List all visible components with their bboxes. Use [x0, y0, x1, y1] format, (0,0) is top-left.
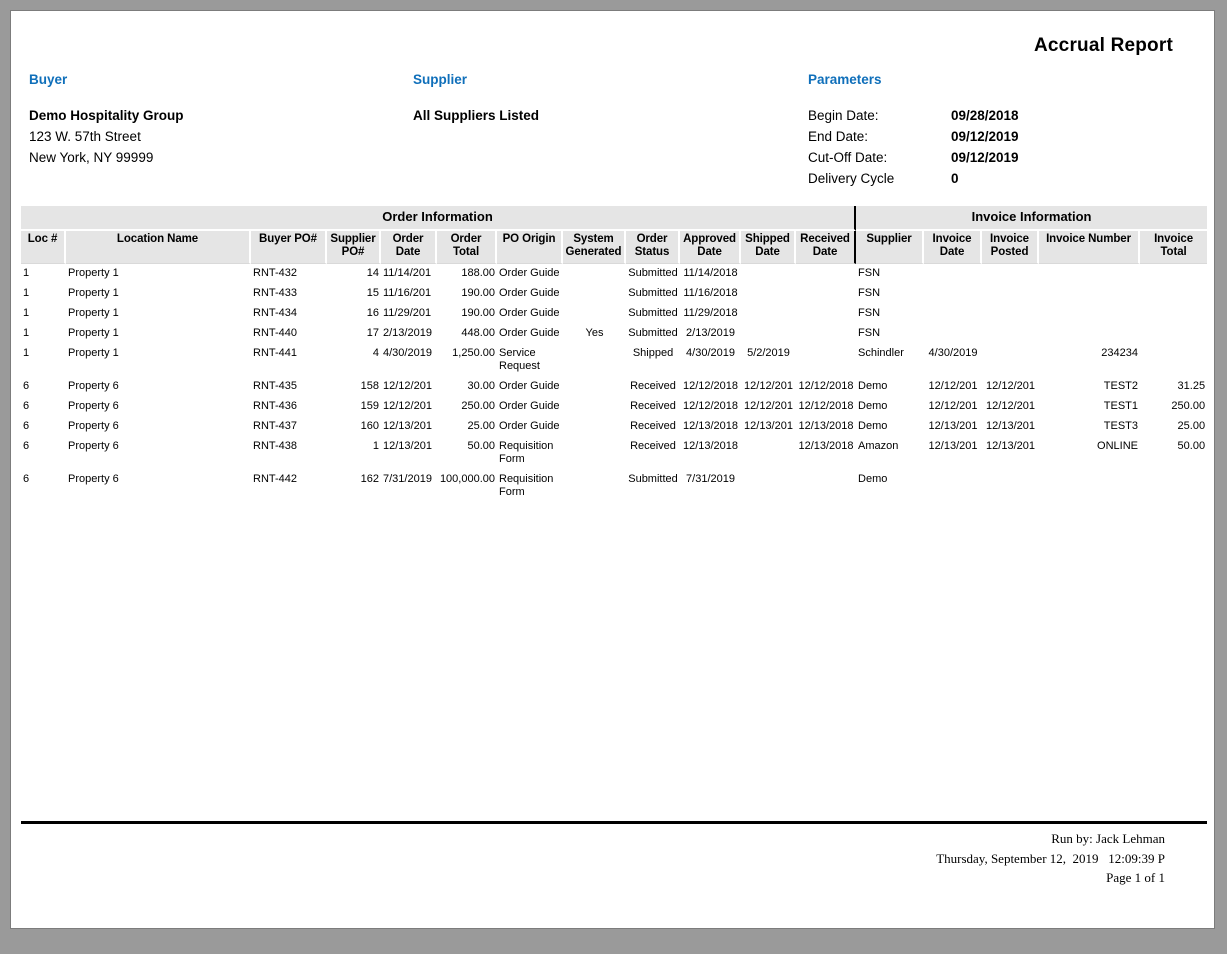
- cell: 100,000.00: [439, 473, 495, 485]
- cell: 4: [372, 347, 379, 359]
- param-end-date: [808, 126, 1019, 147]
- column-header: Order Date: [381, 231, 437, 264]
- cell: 12/13/201: [986, 420, 1035, 432]
- cell: 12/12/201: [383, 400, 432, 412]
- cell: Property 1: [68, 287, 119, 299]
- column-header: Invoice Number: [1039, 231, 1140, 264]
- cell: Property 6: [68, 420, 119, 432]
- column-header: Order Total: [437, 231, 497, 264]
- cell: 14: [366, 267, 379, 279]
- cell: 12/12/201: [986, 380, 1035, 392]
- cell: [1140, 324, 1207, 344]
- cell: [924, 284, 982, 304]
- table-row: [21, 304, 1207, 324]
- cell: Property 1: [68, 267, 119, 279]
- supplier-value: All Suppliers Listed: [413, 108, 540, 123]
- cell: [796, 304, 856, 324]
- cell: [1039, 264, 1140, 284]
- table-row: [21, 437, 1207, 470]
- cell: TEST1: [1103, 400, 1139, 412]
- cell: [1039, 470, 1140, 503]
- supplier-section: [413, 69, 539, 126]
- cell: Property 6: [68, 380, 119, 392]
- cell: FSN: [858, 287, 881, 299]
- cell: Property 6: [68, 473, 119, 485]
- footer-divider-line: [21, 821, 1207, 824]
- cell: [563, 470, 626, 503]
- cell: 17: [366, 327, 379, 339]
- cell: 50.00: [1177, 440, 1206, 452]
- cell: [741, 304, 796, 324]
- cell: 159: [360, 400, 379, 412]
- cell: 11/16/201: [383, 287, 432, 299]
- cell: 12/13/201: [928, 440, 978, 452]
- cell: 11/29/2018: [683, 307, 738, 319]
- cell: 12/13/201: [383, 440, 432, 452]
- cell: 158: [360, 380, 379, 392]
- cell: 16: [366, 307, 379, 319]
- cell: 11/29/201: [383, 307, 432, 319]
- cell: 250.00: [1171, 400, 1206, 412]
- cell: [1140, 304, 1207, 324]
- cell: 12/12/201: [986, 400, 1035, 412]
- cell: RNT-432: [253, 267, 298, 279]
- cell: 162: [360, 473, 379, 485]
- cell: FSN: [858, 327, 881, 339]
- supplier-section-label: Supplier: [413, 72, 468, 87]
- page-title: Accrual Report: [1033, 35, 1173, 56]
- cell: 12/13/201: [986, 440, 1035, 452]
- cell: [982, 344, 1039, 377]
- column-header: Supplier PO#: [327, 231, 381, 264]
- buyer-address-line1: 123 W. 57th Street: [29, 129, 141, 144]
- cell: 250.00: [461, 400, 495, 412]
- table-row: [21, 264, 1207, 284]
- param-value: 09/12/2019: [951, 150, 1019, 165]
- cell: Property 6: [68, 440, 119, 452]
- cell: Order Guide: [499, 267, 560, 279]
- cell: Order Guide: [499, 287, 560, 299]
- table-row: [21, 470, 1207, 503]
- param-begin-date: [808, 105, 1019, 126]
- cell: Requisition Form: [499, 473, 554, 498]
- cell: [982, 304, 1039, 324]
- table-row: [21, 324, 1207, 344]
- cell: [924, 324, 982, 344]
- cell: 6: [23, 440, 30, 452]
- cell: [982, 264, 1039, 284]
- cell: [741, 264, 796, 284]
- cell: 25.00: [467, 420, 495, 432]
- param-cutoff-date: [808, 147, 1019, 168]
- cell: 12/13/201: [744, 420, 793, 432]
- cell: Submitted: [628, 473, 678, 485]
- column-header-row: [21, 231, 1207, 264]
- cell: 234234: [1101, 347, 1139, 359]
- cell: Service Request: [499, 347, 540, 372]
- cell: [796, 470, 856, 503]
- cell: 188.00: [461, 267, 495, 279]
- table-row: [21, 377, 1207, 397]
- cell: 12/13/2018: [682, 440, 739, 452]
- footer-datetime: Thursday, September 12, 2019 12:09:39 P: [936, 850, 1165, 866]
- cell: 1: [23, 307, 30, 319]
- cell: Property 1: [68, 327, 119, 339]
- column-header: Shipped Date: [741, 231, 796, 264]
- cell: Received: [630, 380, 676, 392]
- cell: [563, 284, 626, 304]
- cell: [1140, 284, 1207, 304]
- cell: 6: [23, 473, 30, 485]
- buyer-name: Demo Hospitality Group: [29, 108, 184, 123]
- cell: 11/14/2018: [683, 267, 738, 279]
- cell: Order Guide: [499, 420, 560, 432]
- cell: 7/31/2019: [383, 473, 432, 485]
- param-label: Begin Date:: [808, 108, 879, 123]
- cell: 12/12/201: [928, 380, 978, 392]
- cell: Yes: [585, 327, 604, 339]
- cell: Order Guide: [499, 400, 560, 412]
- cell: RNT-433: [253, 287, 298, 299]
- cell: Submitted: [628, 307, 678, 319]
- cell: 12/12/2018: [682, 400, 739, 412]
- cell: Received: [630, 440, 676, 452]
- footer-page-number: Page 1 of 1: [1106, 870, 1165, 885]
- cell: Requisition Form: [499, 440, 554, 465]
- column-header: Approved Date: [680, 231, 741, 264]
- cell: Submitted: [628, 327, 678, 339]
- column-header: Received Date: [796, 231, 856, 264]
- table-row: [21, 417, 1207, 437]
- table-row: [21, 397, 1207, 417]
- cell: TEST2: [1103, 380, 1139, 392]
- cell: Property 1: [68, 307, 119, 319]
- cell: [563, 397, 626, 417]
- buyer-section-label: Buyer: [29, 72, 68, 87]
- cell: 25.00: [1177, 420, 1206, 432]
- cell: 6: [23, 420, 30, 432]
- cell: ONLINE: [1097, 440, 1139, 452]
- cell: Demo: [858, 380, 888, 392]
- cell: 448.00: [461, 327, 495, 339]
- cell: Property 6: [68, 400, 119, 412]
- buyer-section: [29, 69, 184, 168]
- cell: Submitted: [628, 287, 678, 299]
- cell: [1140, 344, 1207, 377]
- cell: [741, 437, 796, 470]
- cell: Property 1: [68, 347, 119, 359]
- param-label: Cut-Off Date:: [808, 150, 888, 165]
- cell: Demo: [858, 400, 888, 412]
- param-value: 09/28/2018: [951, 108, 1019, 123]
- cell: [796, 264, 856, 284]
- cell: [982, 284, 1039, 304]
- column-header: Invoice Posted: [982, 231, 1039, 264]
- cell: 1: [23, 327, 30, 339]
- cell: 12/12/2018: [682, 380, 739, 392]
- column-header: Supplier: [856, 231, 924, 264]
- group-header-row: [21, 206, 1207, 231]
- cell: [982, 324, 1039, 344]
- cell: 1: [23, 287, 30, 299]
- table-row: [21, 344, 1207, 377]
- table-row: [21, 284, 1207, 304]
- column-header: System Generated: [563, 231, 626, 264]
- cell: Order Guide: [499, 327, 560, 339]
- cell: [563, 417, 626, 437]
- cell: 1: [372, 440, 379, 452]
- cell: [563, 377, 626, 397]
- cell: [1140, 470, 1207, 503]
- cell: 1: [23, 347, 30, 359]
- cell: Received: [630, 400, 676, 412]
- cell: RNT-441: [253, 347, 298, 359]
- param-delivery-cycle: [808, 168, 1019, 189]
- column-header: Invoice Total: [1140, 231, 1207, 264]
- cell: 12/13/2018: [682, 420, 739, 432]
- report-table-container: [21, 206, 1207, 503]
- cell: [741, 470, 796, 503]
- cell: 31.25: [1177, 380, 1206, 392]
- cell: 6: [23, 400, 30, 412]
- cell: 4/30/2019: [928, 347, 978, 359]
- cell: 7/31/2019: [686, 473, 735, 485]
- cell: [563, 264, 626, 284]
- cell: FSN: [858, 307, 881, 319]
- cell: Demo: [858, 420, 888, 432]
- cell: 4/30/2019: [383, 347, 432, 359]
- cell: 12/12/201: [744, 380, 793, 392]
- cell: 1,250.00: [452, 347, 495, 359]
- footer-run-by: Run by: Jack Lehman: [1051, 831, 1165, 846]
- cell: [924, 470, 982, 503]
- column-header: Invoice Date: [924, 231, 982, 264]
- report-page: [10, 10, 1215, 929]
- cell: 12/13/2018: [798, 440, 854, 452]
- cell: RNT-442: [253, 473, 298, 485]
- cell: RNT-440: [253, 327, 298, 339]
- cell: [1039, 284, 1140, 304]
- buyer-address-line2: New York, NY 99999: [29, 150, 154, 165]
- group-header: Order Information: [21, 206, 856, 231]
- cell: 5/2/2019: [747, 347, 790, 359]
- cell: [1039, 304, 1140, 324]
- cell: 190.00: [461, 287, 495, 299]
- cell: 12/13/2018: [798, 420, 854, 432]
- column-header: Buyer PO#: [251, 231, 327, 264]
- column-header: PO Origin: [497, 231, 563, 264]
- cell: Order Guide: [499, 380, 560, 392]
- cell: Submitted: [628, 267, 678, 279]
- cell: Shipped: [632, 347, 674, 359]
- cell: RNT-438: [253, 440, 298, 452]
- cell: 11/16/2018: [683, 287, 738, 299]
- cell: RNT-434: [253, 307, 298, 319]
- cell: 190.00: [461, 307, 495, 319]
- cell: [982, 470, 1039, 503]
- cell: 12/12/201: [928, 400, 978, 412]
- cell: [796, 284, 856, 304]
- cell: [1140, 264, 1207, 284]
- cell: [924, 264, 982, 284]
- cell: [1039, 324, 1140, 344]
- cell: Amazon: [858, 440, 899, 452]
- cell: 1: [23, 267, 30, 279]
- cell: [741, 324, 796, 344]
- param-label: End Date:: [808, 129, 869, 144]
- cell: Order Guide: [499, 307, 560, 319]
- cell: [563, 304, 626, 324]
- cell: 12/12/201: [744, 400, 793, 412]
- cell: 12/12/2018: [798, 380, 854, 392]
- cell: RNT-436: [253, 400, 298, 412]
- param-label: Delivery Cycle: [808, 171, 895, 186]
- parameters-section: [808, 69, 1019, 189]
- cell: RNT-435: [253, 380, 298, 392]
- cell: 15: [366, 287, 379, 299]
- cell: FSN: [858, 267, 881, 279]
- param-value: 09/12/2019: [951, 129, 1019, 144]
- cell: Schindler: [858, 347, 904, 359]
- report-table: [21, 206, 1207, 503]
- parameters-section-label: Parameters: [808, 72, 882, 87]
- report-footer: [936, 829, 1165, 888]
- cell: 4/30/2019: [686, 347, 735, 359]
- column-header: Order Status: [626, 231, 680, 264]
- cell: 12/12/201: [383, 380, 432, 392]
- cell: 12/12/2018: [798, 400, 854, 412]
- cell: 11/14/201: [383, 267, 432, 279]
- cell: 12/13/201: [928, 420, 978, 432]
- cell: [796, 324, 856, 344]
- cell: [796, 344, 856, 377]
- cell: RNT-437: [253, 420, 298, 432]
- cell: 2/13/2019: [686, 327, 735, 339]
- cell: 2/13/2019: [383, 327, 432, 339]
- column-header: Loc #: [21, 231, 66, 264]
- cell: Received: [630, 420, 676, 432]
- param-value: 0: [951, 171, 959, 186]
- group-header: Invoice Information: [856, 206, 1207, 231]
- cell: 30.00: [467, 380, 495, 392]
- cell: 6: [23, 380, 30, 392]
- cell: [563, 344, 626, 377]
- cell: [924, 304, 982, 324]
- cell: TEST3: [1103, 420, 1139, 432]
- cell: Demo: [858, 473, 888, 485]
- cell: 12/13/201: [383, 420, 432, 432]
- cell: 50.00: [467, 440, 495, 452]
- column-header: Location Name: [66, 231, 251, 264]
- cell: 160: [360, 420, 379, 432]
- cell: [563, 437, 626, 470]
- cell: [741, 284, 796, 304]
